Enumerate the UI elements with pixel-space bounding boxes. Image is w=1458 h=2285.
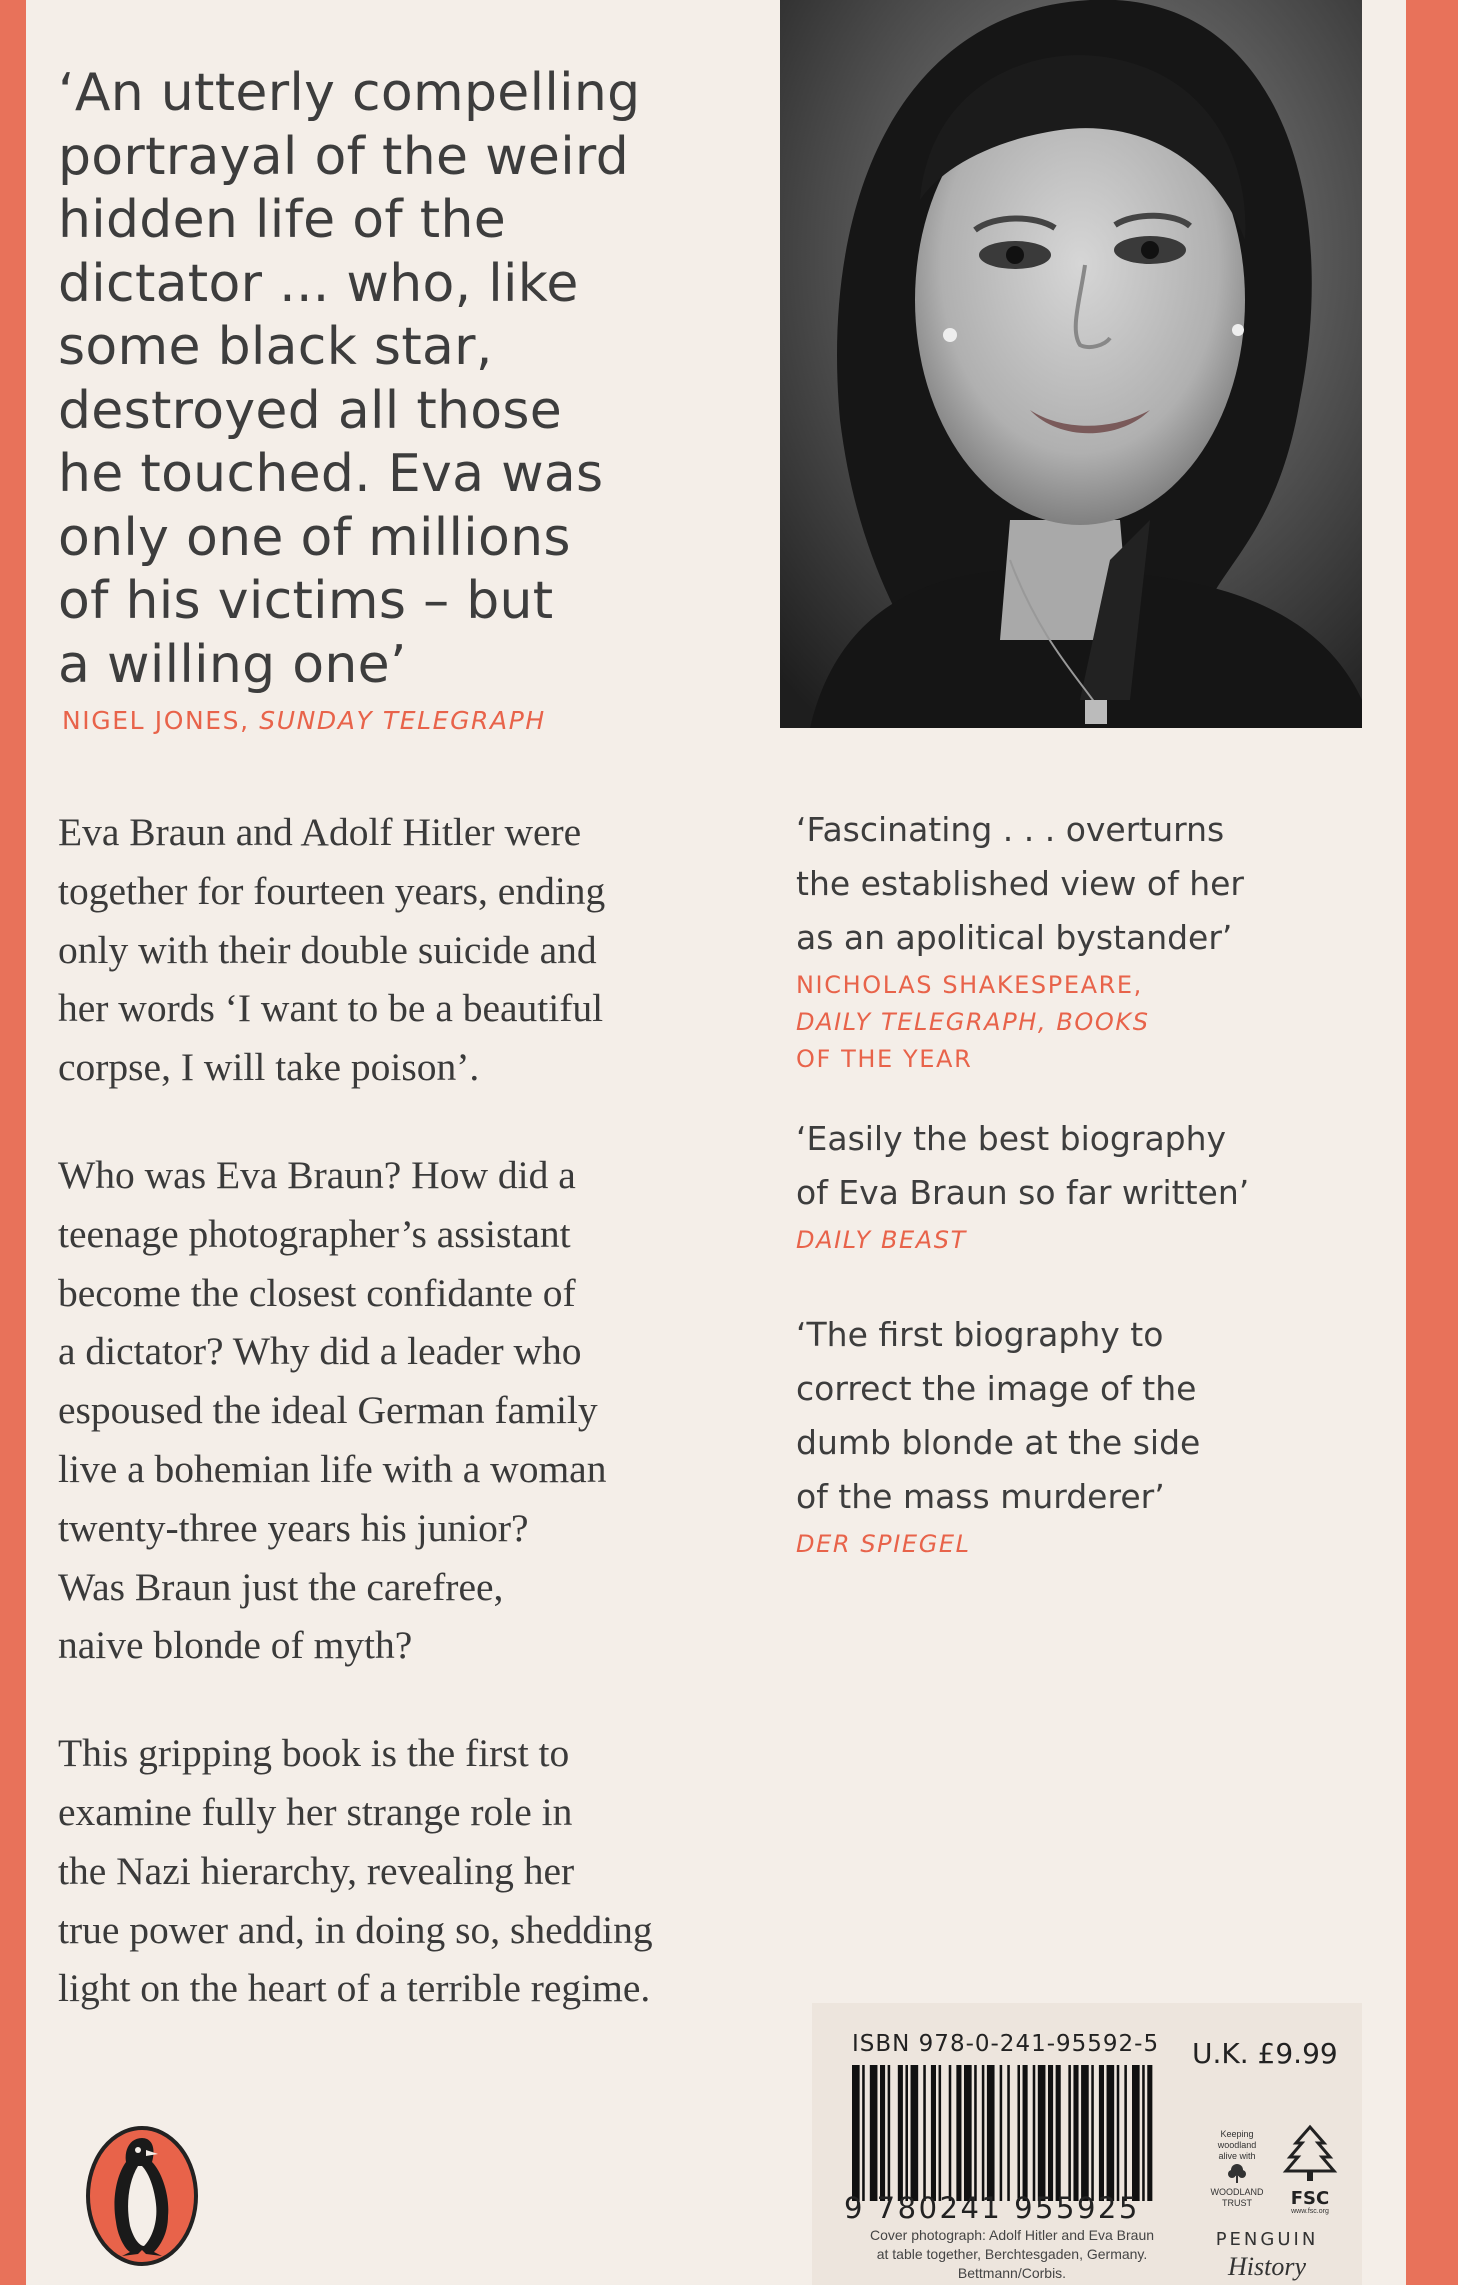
barcode-bar — [1132, 2065, 1140, 2201]
blurb-line: This gripping book is the first to — [58, 1731, 570, 1776]
barcode-bar — [862, 2065, 865, 2201]
barcode-bar — [1007, 2065, 1010, 2201]
quote-line: a willing one’ — [58, 634, 407, 695]
barcode-bar — [956, 2065, 961, 2201]
barcode-bar — [1099, 2065, 1104, 2201]
barcode-bar — [974, 2065, 977, 2201]
barcode-bar — [1068, 2065, 1071, 2201]
quote-line: of his victims – but — [58, 571, 554, 631]
blurb-line: together for fourteen years, ending — [58, 868, 606, 913]
woodland-text: woodland — [1217, 2140, 1257, 2150]
review-quote — [796, 1308, 1356, 1563]
barcode-bar — [1147, 2065, 1152, 2201]
review-quote — [796, 803, 1356, 1078]
fsc-label: FSC — [1290, 2188, 1330, 2209]
barcode-bar — [939, 2065, 942, 2201]
penguin-logo-icon — [86, 2126, 198, 2266]
review-line: ‘Fascinating . . . overturns — [796, 810, 1225, 849]
barcode-bar — [911, 2065, 919, 2201]
barcode-bar — [1023, 2065, 1028, 2201]
quote-line: ‘An utterly compelling — [58, 63, 641, 123]
author-portrait-icon — [780, 0, 1362, 728]
barcode-number: 9 780241 955925 — [844, 2191, 1140, 2225]
quote-line: portrayal of the weird — [58, 126, 630, 187]
attribution-line: DAILY TELEGRAPH, BOOKS — [796, 1008, 1150, 1036]
barcode-bar — [1017, 2065, 1020, 2201]
woodland-text: WOODLAND — [1210, 2187, 1264, 2197]
review-line: ‘Easily the best biography — [796, 1119, 1227, 1158]
quote-line: some black star, — [58, 317, 493, 377]
barcode-bar — [1073, 2065, 1078, 2201]
publisher-imprint — [1192, 2229, 1342, 2282]
blurb-line: true power and, in doing so, shedding — [58, 1907, 653, 1952]
quote-line: dictator ... who, like — [58, 253, 579, 314]
barcode-bar — [905, 2065, 908, 2201]
credit-line: Bettmann/Corbis. — [957, 2265, 1067, 2281]
blurb-line: Was Braun just the carefree, — [58, 1564, 504, 1609]
quote-line: destroyed all those — [58, 380, 563, 441]
review-line: dumb blonde at the side — [796, 1423, 1201, 1462]
attribution-name: NIGEL JONES, — [62, 706, 260, 735]
blurb-line: examine fully her strange role in — [58, 1789, 573, 1834]
barcode-bar — [1038, 2065, 1046, 2201]
blurb-paragraph — [58, 803, 778, 1097]
barcode-bar — [1033, 2065, 1036, 2201]
quote-line: hidden life of the — [58, 190, 507, 250]
review-line: as an apolitical bystander’ — [796, 918, 1233, 957]
blurb-paragraph — [58, 1724, 778, 2018]
review-attribution — [796, 967, 1356, 1078]
cover-credit — [842, 2226, 1182, 2283]
barcode-panel — [812, 2003, 1362, 2285]
barcode-bar — [898, 2065, 903, 2201]
barcode-bar — [852, 2065, 860, 2201]
blurb-line: the Nazi hierarchy, revealing her — [58, 1848, 575, 1893]
blurb-line: naive blonde of myth? — [58, 1623, 413, 1668]
review-line: the established view of her — [796, 864, 1244, 903]
barcode-bar — [1081, 2065, 1089, 2201]
blurb-paragraph — [58, 1146, 778, 1675]
barcode-bar — [1091, 2065, 1094, 2201]
blurb-line: Who was Eva Braun? How did a — [58, 1152, 576, 1197]
barcode-bar — [949, 2065, 952, 2201]
tree-icon — [1226, 2162, 1248, 2184]
review-line: ‘The first biography to — [796, 1315, 1164, 1354]
review-line: of the mass murderer’ — [796, 1477, 1165, 1516]
barcode-bar — [1142, 2065, 1145, 2201]
barcode-bar — [880, 2065, 885, 2201]
review-line: of Eva Braun so far written’ — [796, 1173, 1250, 1212]
blurb-line: teenage photographer’s assistant — [58, 1211, 571, 1256]
attribution-source: SUNDAY TELEGRAPH — [259, 706, 546, 735]
blurb-line: corpse, I will take poison’. — [58, 1045, 480, 1090]
blurb-line: espoused the ideal German family — [58, 1388, 598, 1433]
barcode-bar — [1107, 2065, 1115, 2201]
attribution-line: NICHOLAS SHAKESPEARE, — [796, 971, 1143, 999]
barcode-bar — [1056, 2065, 1061, 2201]
barcode-bar — [1117, 2065, 1120, 2201]
barcode-bar — [1048, 2065, 1053, 2201]
blurb-line: become the closest confidante of — [58, 1270, 576, 1315]
review-line: correct the image of the — [796, 1369, 1197, 1408]
fsc-logo — [1278, 2123, 1342, 2213]
blurb-line: twenty-three years his junior? — [58, 1505, 529, 1550]
featured-quote-attribution — [62, 706, 546, 735]
review-quote — [796, 1112, 1356, 1259]
blurb — [58, 803, 778, 2067]
series-name: History — [1228, 2252, 1306, 2281]
quote-line: he touched. Eva was — [58, 444, 604, 504]
barcode-bar — [964, 2065, 972, 2201]
credit-line: Cover photograph: Adolf Hitler and Eva Braun — [869, 2227, 1155, 2243]
fsc-url: www.fsc.org — [1291, 2208, 1329, 2215]
review-attribution — [796, 1222, 1356, 1259]
attribution-line: DAILY BEAST — [796, 1226, 967, 1254]
blurb-line: a dictator? Why did a leader who — [58, 1329, 582, 1374]
fsc-tree-icon — [1278, 2123, 1342, 2185]
barcode-bar — [870, 2065, 878, 2201]
woodland-text: alive with — [1218, 2151, 1256, 2161]
woodland-text: TRUST — [1222, 2198, 1252, 2208]
credit-line: at table together, Berchtesgaden, Germany. — [876, 2246, 1148, 2262]
barcode-bar — [888, 2065, 891, 2201]
barcode-icon — [852, 2065, 1160, 2201]
isbn-label: ISBN 978-0-241-95592-5 — [852, 2031, 1160, 2057]
barcode-bar — [923, 2065, 926, 2201]
blurb-line: only with their double suicide and — [58, 927, 597, 972]
author-photo — [780, 0, 1362, 728]
price-label: U.K. £9.99 — [1192, 2037, 1338, 2070]
publisher-name: PENGUIN — [1215, 2229, 1319, 2250]
woodland-trust-logo — [1202, 2129, 1272, 2209]
blurb-line: light on the heart of a terrible regime. — [58, 1966, 651, 2011]
blurb-line: live a bohemian life with a woman — [58, 1446, 607, 1491]
barcode-bar — [1124, 2065, 1127, 2201]
barcode-bar — [1000, 2065, 1003, 2201]
blurb-line: her words ‘I want to be a beautiful — [58, 986, 604, 1031]
barcode-bar — [931, 2065, 936, 2201]
attribution-line: OF THE YEAR — [796, 1045, 973, 1073]
review-attribution — [796, 1526, 1356, 1563]
barcode-bar — [987, 2065, 995, 2201]
featured-quote — [58, 62, 758, 697]
quote-line: only one of millions — [58, 507, 571, 568]
barcode-bar — [982, 2065, 985, 2201]
blurb-line: Eva Braun and Adolf Hitler were — [58, 810, 582, 854]
woodland-text: Keeping — [1220, 2129, 1254, 2139]
attribution-line: DER SPIEGEL — [796, 1530, 971, 1558]
